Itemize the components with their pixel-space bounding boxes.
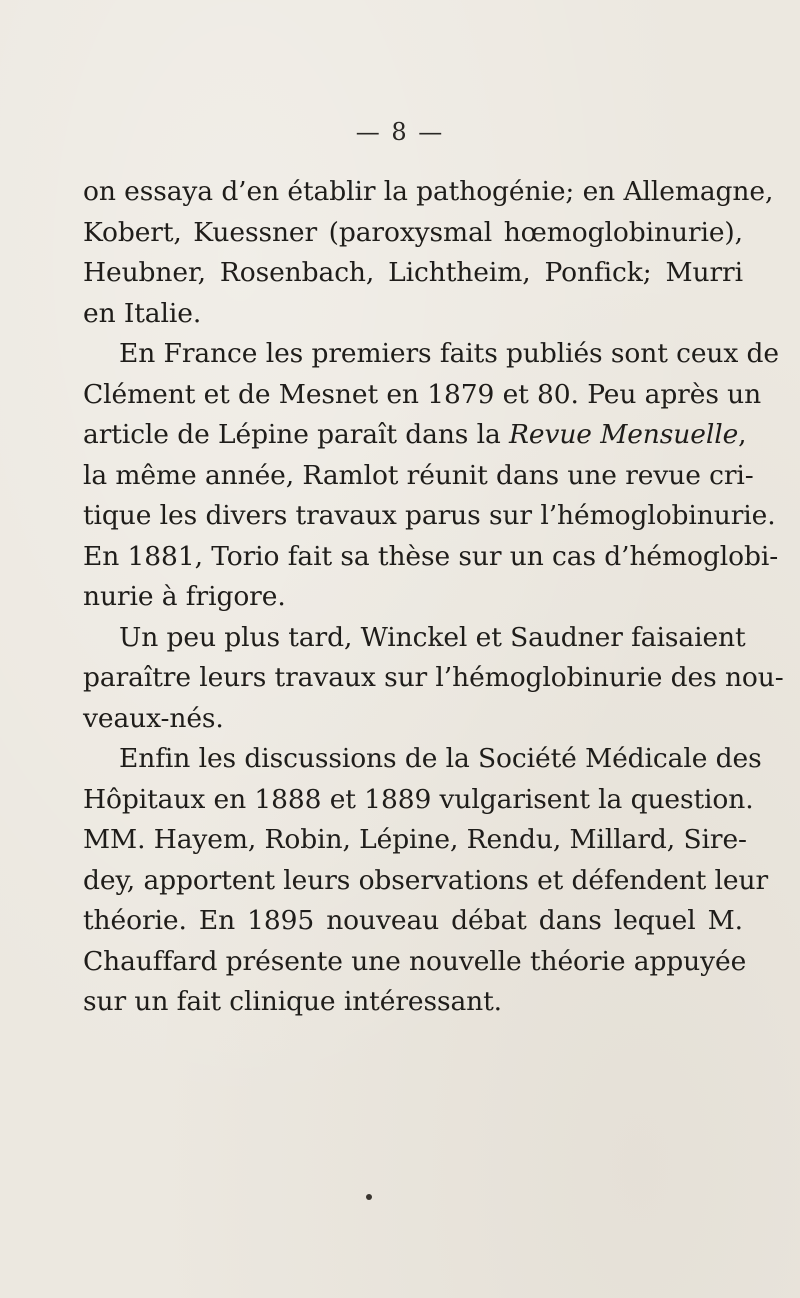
text-line: tique les divers travaux parus sur l’hémoglobinurie. — [83, 500, 776, 531]
text-line: veaux-nés. — [83, 702, 224, 734]
text-line: on essaya d’en établir la pathogénie; en Allemagne, — [83, 176, 774, 207]
text-line: nurie à frigore. — [83, 581, 286, 612]
text-line-with-journal-title — [83, 415, 747, 456]
text-line: Heubner, Rosenbach, Lichtheim, Ponfick; Murri — [83, 257, 743, 288]
text-line: Hôpitaux en 1888 et 1889 vulgarisent la question. — [83, 783, 754, 815]
text-line: sur un fait clinique intéressant. — [83, 986, 503, 1017]
text-line: MM. Hayem, Robin, Lépine, Rendu, Millard, Sire- — [83, 824, 747, 855]
text-line: la même année, Ramlot réunit dans une revue cri- — [83, 459, 754, 491]
text-fragment: article de Lépine paraît dans la — [83, 419, 510, 450]
text-line: paraître leurs travaux sur l’hémoglobinurie des nou- — [83, 662, 784, 693]
text-line: théorie. En 1895 nouveau débat dans lequel M. — [83, 905, 743, 936]
ink-speck — [366, 1194, 372, 1200]
text-line: Clément et de Mesnet en 1879 et 80. Peu après un — [83, 378, 762, 410]
text-fragment: , — [738, 419, 747, 450]
text-line: Kobert, Kuessner (paroxysmal hœmoglobinurie), — [83, 216, 743, 248]
paragraph-start-line: Enfin les discussions de la Société Médicale des — [119, 743, 762, 774]
text-line: En 1881, Torio fait sa thèse sur un cas d’hémoglobi- — [83, 540, 779, 572]
text-line: dey, apportent leurs observations et défendent leur — [83, 864, 769, 896]
journal-title: Revue Mensuelle — [509, 419, 739, 450]
body-text — [83, 172, 784, 1023]
paragraph-start-line: En France les premiers faits publiés sont ceux de — [119, 338, 779, 369]
text-line: Chauffard présente une nouvelle théorie appuyée — [83, 945, 747, 977]
paragraph-start-line: Un peu plus tard, Winckel et Saudner faisaient — [119, 621, 746, 653]
page-number: — 8 — — [355, 118, 445, 146]
text-line: en Italie. — [83, 297, 202, 329]
